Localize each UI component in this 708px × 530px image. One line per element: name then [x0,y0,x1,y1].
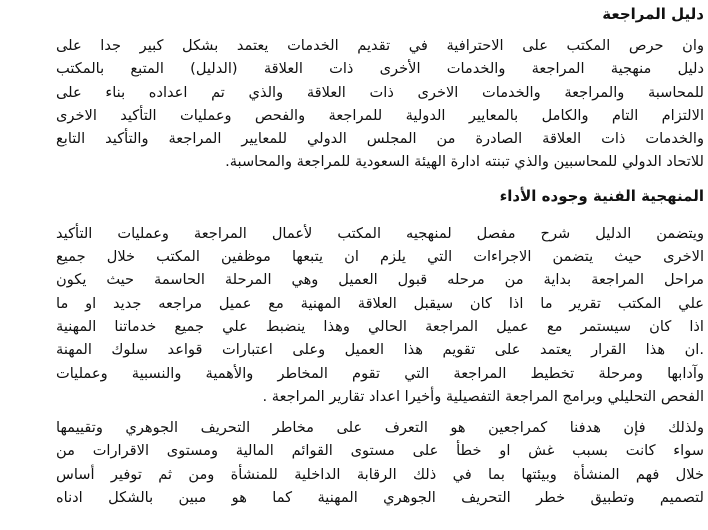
text-line: اذا كان سيستمر مع عميل المراجعة الحالي وهذا ينضبط علي جميع خدماتنا المهنية [56,317,704,335]
text-line: والخدمات ذات العلاقة الصادرة من المجلس الدولي للمعايير المراجعة والتأكيد التابع [56,130,704,148]
text-line: لتصميم وتطبيق خطر التحريف الجوهري المهنية كما هو مبين بالشكل ادناه [56,489,704,507]
text-line: .ان هذا القرار يعتمد على تقويم هذا العميل وعلى اعتبارات قواعد سلوك المهنة [56,341,704,359]
text-line: الاخرى حيث يتضمن الاجراءات التي يلزم ان يتبعها موظفين المكتب خلال جميع [56,248,704,266]
paragraph-methodology [56,222,704,408]
paragraph-audit-guide [56,34,704,174]
text-line: للمحاسبة والمراجعة والخدمات الاخرى ذات العلاقة والذي تم اعداده بناء على [56,83,704,101]
document-page [56,0,704,530]
text-line: خلال فهم المنشأة وبيئتها بما في ذلك الرقابة الداخلية للمنشأة ومن ثم توفير أساس [56,465,704,483]
text-line: وان حرص المكتب على الاحترافية في تقديم الخدمات يعتمد بشكل كبير جدا على [56,37,704,54]
text-line: مراحل المراجعة بداية من مرحله قبول العميل وهي المرحلة الحاسمة حيث يكون [56,271,704,289]
text-line: الالتزام التام والكامل بالمعايير الدولية للمراجعة والفحص وعمليات التأكيد الاخرى [56,106,704,124]
text-line: ويتضمن الدليل شرح مفصل لمنهجيه المكتب لأعمال المراجعة وعمليات التأكيد [56,224,704,242]
text-line: ولذلك فإن هدفنا كمراجعين هو التعرف على مخاطر التحريف الجوهري وتقييمها [56,419,704,437]
section-heading-audit-guide: دليل المراجعة [602,5,704,23]
text-line: وآدابها ومرحلة تخطيط المراجعة التي تقوم المخاطر والأهمية والنسبية وعمليات [56,364,704,382]
text-line: سواء كانت بسبب غش او خطأ على مستوى القوائم المالية ومستوى الاقرارات من [56,442,704,460]
section-heading-methodology: المنهجية الفنية وجوده الأداء [499,186,704,205]
text-line: الفحص التحليلي وبرامج المراجعة التفصيلية وأخيرا اعداد تقارير المراجعة . [262,387,704,405]
paragraph-risk-assessment [56,416,704,509]
text-line: علي المكتب تقرير ما اذا كان سيقبل العلاقة المهنية مع عميل مراجعه جديد او ما [56,294,704,312]
text-line: للاتحاد الدولي للمحاسبين والذي تبنته ادارة الهيئة السعودية للمراجعة والمحاسبة. [225,153,704,171]
text-line: دليل منهجية المراجعة والخدمات الأخرى ذات العلاقة (الدليل) المتبع بالمكتب [56,60,704,78]
